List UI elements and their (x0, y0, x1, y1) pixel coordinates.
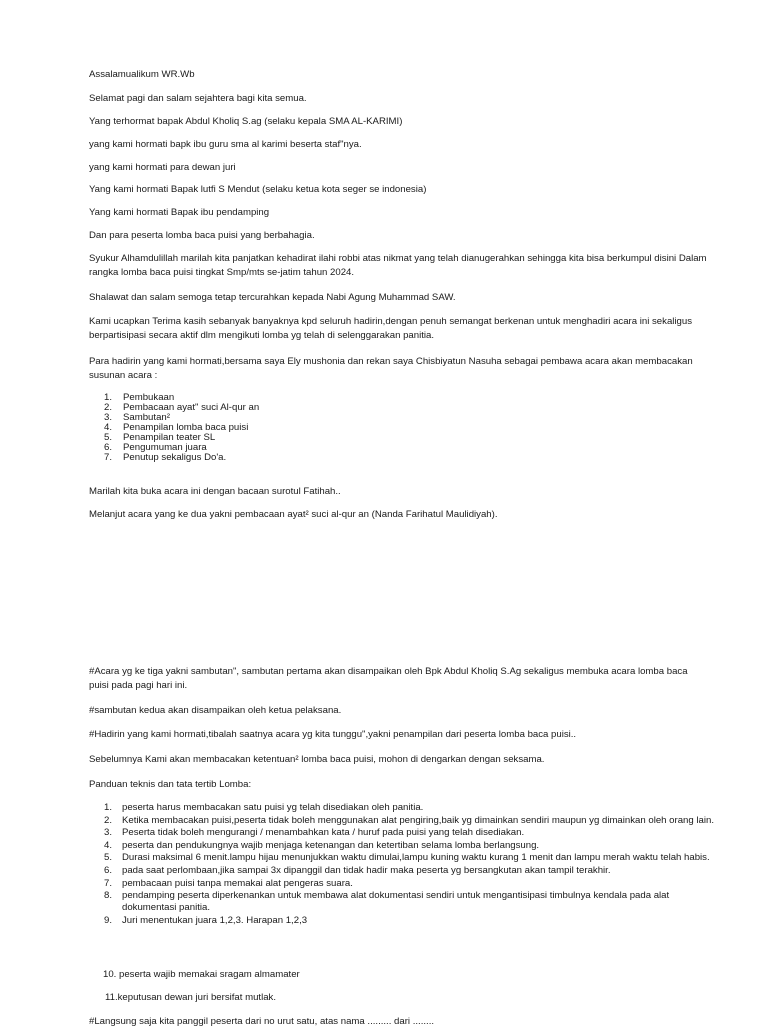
fatihah-line: Marilah kita buka acara ini dengan bacaan surotul Fatihah.. (89, 486, 341, 497)
terima-kasih-paragraph: Kami ucapkan Terima kasih sebanyak banyaknya kpd seluruh hadirin,dengan penuh semangat berkenan untuk menghadiri acara ini sekaligus berpartisipasi secara aktif dlm mengikuti lomba yg telah di selenggarakan panitia. (89, 316, 693, 341)
syukur-paragraph: Syukur Alhamdulillah marilah kita panjatkan kehadirat ilahi robbi atas nikmat yang telah dianugerahkan sehingga kita bisa berkumpul disini Dalam rangka lomba baca puisi tingkat Smp/mts se-jatim tahun 2024. (89, 253, 707, 278)
list-number: 5. (104, 852, 113, 864)
opening-line: Selamat pagi dan salam sejahtera bagi kita semua. (89, 93, 307, 104)
list-text: Pembukaan (123, 392, 175, 403)
list-number: 4. (104, 422, 113, 433)
list-item (104, 815, 719, 827)
list-item (104, 878, 719, 890)
list-text: Sambutan² (123, 412, 170, 423)
greeting: Assalamualikum WR.Wb (89, 69, 195, 80)
list-number: 6. (104, 864, 113, 876)
list-item (104, 840, 719, 852)
list-number: 9. (104, 914, 113, 926)
list-text: pendamping peserta diperkenankan untuk membawa alat dokumentasi sendiri untuk mengantisipasi timbulnya kendala pada alat dokumentasi panitia. (122, 890, 670, 914)
list-text: Peserta tidak boleh mengurangi / menambahkan kata / huruf pada puisi yang telah disediakan. (122, 827, 525, 839)
list-item-10: 10. peserta wajib memakai sragam almamater (103, 969, 300, 980)
list-text: Penutup sekaligus Do'a. (123, 452, 227, 463)
panduan-title: Panduan teknis dan tata tertib Lomba: (89, 779, 252, 790)
list-item (104, 865, 719, 877)
ketentuan-line: Sebelumnya Kami akan membacakan ketentuan² lomba baca puisi, mohon di dengarkan dengan seksama. (89, 754, 545, 765)
list-text: Pembacaan ayat" suci Al-qur an (123, 402, 260, 413)
list-number: 1. (104, 802, 113, 813)
list-item (104, 827, 719, 839)
list-number: 3. (104, 412, 113, 423)
list-number: 5. (104, 432, 113, 443)
list-text: Durasi maksimal 6 menit.lampu hijau menunjukkan waktu dimulai,lampu kuning waktu kurang 1 menit dan lampu merah waktu telah habis. (122, 852, 710, 864)
opening-line: yang kami hormati bapk ibu guru sma al karimi beserta staf"nya. (89, 139, 362, 150)
list-text: Penampilan lomba baca puisi (123, 422, 249, 433)
opening-line: Yang kami hormati Bapak ibu pendamping (89, 207, 270, 218)
list-number: 7. (104, 877, 113, 889)
opening-line: yang kami hormati para dewan juri (89, 162, 236, 173)
list-number: 2. (104, 402, 113, 413)
list-item (104, 890, 719, 914)
list-text: Ketika membacakan puisi,peserta tidak boleh menggunakan alat pengiring,baik yg dimainkan sendiri maupun yg dimainkan oleh orang lain. (122, 814, 714, 826)
list-number: 3. (104, 827, 113, 839)
list-text: pembacaan puisi tanpa memakai alat pengeras suara. (122, 877, 353, 889)
opening-line: Dan para peserta lomba baca puisi yang berbahagia. (89, 230, 315, 241)
list-item (104, 852, 719, 864)
list-number: 1. (104, 392, 113, 403)
list-number: 2. (104, 814, 113, 826)
list-text: Pengumuman juara (123, 442, 207, 453)
sambutan-kedua-line: #sambutan kedua akan disampaikan oleh ketua pelaksana. (89, 705, 342, 716)
susunan-intro: Para hadirin yang kami hormati,bersama saya Ely mushonia dan rekan saya Chisbiyatun Nasuha sebagai pembawa acara akan membacakan susunan acara : (89, 356, 693, 381)
list-text: pada saat perlombaan,jika sampai 3x dipanggil dan tidak hadir maka peserta yg bersangkutan akan tampil terakhir. (122, 864, 611, 876)
sambutan-ketiga-paragraph: #Acara yg ke tiga yakni sambutan", sambutan pertama akan disampaikan oleh Bpk Abdul Kholiq S.Ag sekaligus membuka acara lomba baca puisi pada pagi hari ini. (89, 666, 688, 691)
opening-line: Yang terhormat bapak Abdul Kholiq S.ag (selaku kepala SMA AL-KARIMI) (89, 116, 403, 127)
list-text: peserta dan pendukungnya wajib menjaga ketenangan dan ketertiban selama lomba berlangsung. (122, 839, 540, 851)
list-text: Penampilan teater SL (123, 432, 216, 443)
tata-tertib-list (104, 802, 719, 927)
hadirin-line: #Hadirin yang kami hormati,tibalah saatnya acara yg kita tunggu",yakni penampilan dari peserta lomba baca puisi.. (89, 729, 577, 740)
list-number: 8. (104, 890, 113, 902)
list-item (104, 915, 719, 927)
melanjut-line: Melanjut acara yang ke dua yakni pembacaan ayat² suci al-qur an (Nanda Farihatul Maulidiyah). (89, 509, 498, 520)
shalawat-paragraph: Shalawat dan salam semoga tetap tercurahkan kepada Nabi Agung Muhammad SAW. (89, 292, 456, 303)
list-number: 6. (104, 442, 113, 453)
list-number: 4. (104, 839, 113, 851)
opening-line: Yang kami hormati Bapak lutfi S Mendut (selaku ketua kota seger se indonesia) (89, 184, 427, 195)
list-number: 7. (104, 452, 113, 463)
list-item (104, 802, 719, 814)
list-item (104, 453, 259, 463)
list-text: peserta harus membacakan satu puisi yg telah disediakan oleh panitia. (122, 802, 424, 813)
list-item-11: 11.keputusan dewan juri bersifat mutlak. (105, 992, 277, 1003)
langsung-line: #Langsung saja kita panggil peserta dari no urut satu, atas nama ......... dari ........ (89, 1016, 435, 1027)
list-text: Juri menentukan juara 1,2,3. Harapan 1,2,3 (122, 914, 308, 926)
susunan-acara-list (104, 393, 259, 463)
